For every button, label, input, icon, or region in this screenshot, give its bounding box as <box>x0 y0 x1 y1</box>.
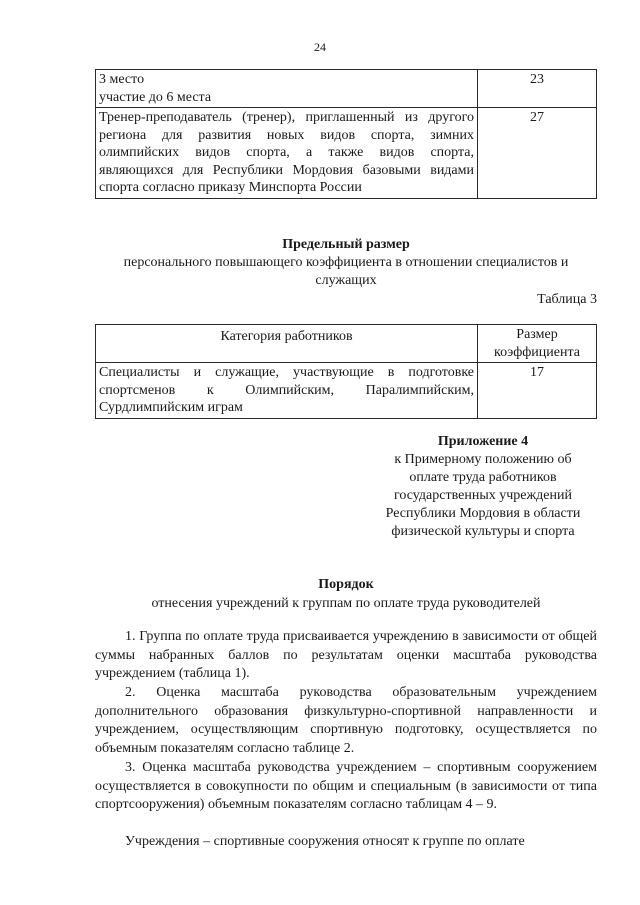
paragraph-1: 1. Группа по оплате труда присваивается учреждению в зависимости от общей суммы набранных баллов по результатам оценки масштаба руководства учреждением (таблица 1). <box>95 629 597 681</box>
appendix-block <box>370 433 596 541</box>
cell-line: участие до 6 места <box>99 89 212 105</box>
table-cell-value: 27 <box>478 108 597 199</box>
paragraph-4: Учреждения – спортивные сооружения относят к группе по оплате <box>125 834 525 849</box>
appendix-line: Республики Мордовия в области <box>385 506 581 521</box>
section-subtitle: персонального повышающего коэффициента в отношении специалистов и служащих <box>123 255 569 288</box>
paragraph-3: 3. Оценка масштаба руководства учреждением – спортивным сооружением осуществляется в совокупности по общим и специальным (в зависимости от типа спортсооружения) объемным показателям согласно таблицам 4 – 9. <box>95 760 597 812</box>
appendix-line: государственных учреждений <box>394 488 572 503</box>
order-title: Порядок <box>318 577 374 592</box>
appendix-line: оплате труда работников <box>409 470 557 485</box>
appendix-title: Приложение 4 <box>437 434 529 449</box>
table-label: Таблица 3 <box>537 292 597 307</box>
appendix-line: физической культуры и спорта <box>391 524 575 539</box>
header-coefficient: Размер коэффициента <box>478 325 597 363</box>
table-cell-category: Тренер-преподаватель (тренер), приглашенный из другого региона для развития новых видов спорта, зимних олимпийских видов спорта, а также видов спорта, являющихся для Республики Мордовия базовыми видами спорта согласно приказу Минспорта России <box>96 108 478 199</box>
table-3 <box>95 324 597 419</box>
table-row <box>96 108 597 199</box>
coefficient-table-continued <box>95 69 597 199</box>
header-category: Категория работников <box>96 325 478 363</box>
order-subtitle: отнесения учреждений к группам по оплате труда руководителей <box>151 596 541 611</box>
paragraph-2: 2. Оценка масштаба руководства образовательным учреждением дополнительного образования физкультурно-спортивной направленности и учреждением, осуществляющим спортивную подготовку, осуществляется по объемным показателям согласно таблице 2. <box>95 685 597 756</box>
cell-line: 3 место <box>99 72 145 87</box>
page-number: 24 <box>314 40 326 54</box>
table-row <box>96 70 597 108</box>
table-cell-value: 17 <box>478 363 597 419</box>
section-title: Предельный размер <box>282 237 410 252</box>
table-header-row <box>96 325 597 363</box>
table-cell-category: Специалисты и служащие, участвующие в подготовке спортсменов к Олимпийским, Паралимпийским, Сурдлимпийским играм <box>96 363 478 419</box>
table-cell-category <box>96 70 478 108</box>
table-cell-value: 23 <box>478 70 597 108</box>
appendix-line: к Примерному положению об <box>394 452 572 467</box>
table-row <box>96 363 597 419</box>
